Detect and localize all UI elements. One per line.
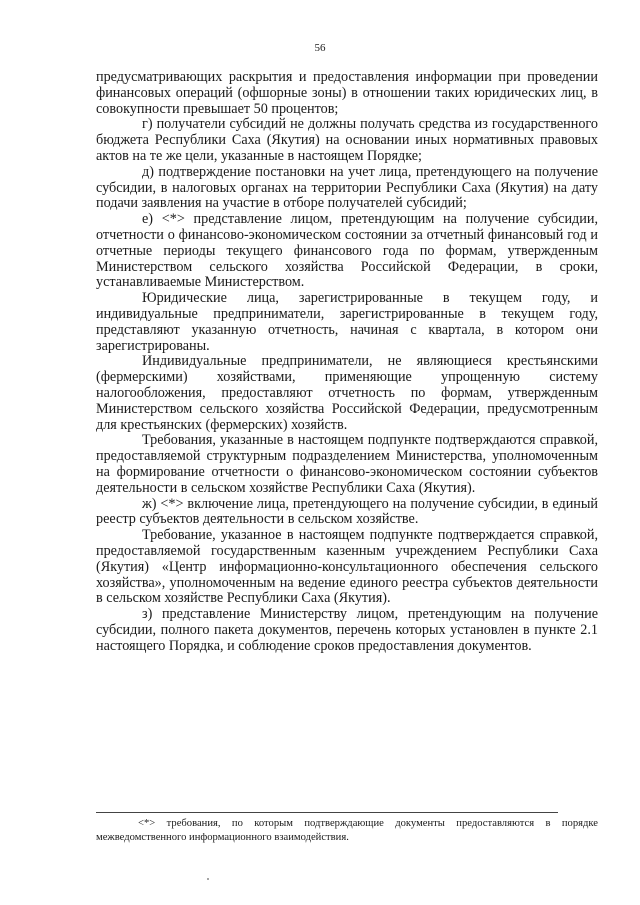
paragraph-item-z: з) представление Министерству лицом, претендующим на получение субсидии, полного пакета документов, перечень которых установлен в пункте 2.1 настоящего Порядка, и соблюдение сроков предоставления документов. <box>96 606 598 654</box>
scan-speck <box>207 878 209 880</box>
paragraph-requirement-e: Требования, указанные в настоящем подпункте подтверждаются справкой, предоставляемой структурным подразделением Министерства, уполномоченным на формирование отчетности о финансово-экономическом состоянии субъектов деятельности в сельском хозяйстве Республики Саха (Якутия). <box>96 432 598 496</box>
paragraph-individual-entrepreneurs: Индивидуальные предприниматели, не являющиеся крестьянскими (фермерскими) хозяйствами, применяющие упрощенную систему налогообложения, предоставляют отчетность по формам, утвержденным Министерством сельского хозяйства Российской Федерации, предусмотренным для крестьянских (фермерских) хозяйств. <box>96 353 598 433</box>
footnote: <*> требования, по которым подтверждающие документы предоставляются в порядке межведомственного информационного взаимодействия. <box>96 818 598 843</box>
page-number: 56 <box>314 42 326 54</box>
paragraph-item-e: е) <*> представление лицом, претендующим на получение субсидии, отчетности о финансово-экономическом состоянии за отчетный финансовый год и отчетные периоды текущего финансового года по формам, утвержденным Министерством сельского хозяйства Российской Федерации, в сроки, устанавливаемые Министерством. <box>96 211 598 291</box>
paragraph-requirement-zh: Требование, указанное в настоящем подпункте подтверждается справкой, предоставляемой государственным казенным учреждением Республики Саха (Якутия) «Центр информационно-консультационного обеспечения сельского хозяйства», уполномоченным на ведение единого реестра субъектов деятельности в сельском хозяйстве Республики Саха (Якутия). <box>96 527 598 607</box>
paragraph-continuation: предусматривающих раскрытия и предоставления информации при проведении финансовых операций (офшорные зоны) в отношении таких юридических лиц, в совокупности превышает 50 процентов; <box>96 69 598 117</box>
paragraph-item-g: г) получатели субсидий не должны получать средства из государственного бюджета Республики Саха (Якутия) на основании иных нормативных правовых актов на те же цели, указанные в настоящем Порядке; <box>96 116 598 164</box>
paragraph-item-d: д) подтверждение постановки на учет лица, претендующего на получение субсидии, в налоговых органах на территории Республики Саха (Якутия) на дату подачи заявления на участие в отборе получателей субсидий; <box>96 163 598 212</box>
body-text <box>96 70 598 654</box>
paragraph-legal-entities: Юридические лица, зарегистрированные в текущем году, и индивидуальные предприниматели, зарегистрированные в текущем году, представляют указанную отчетность, начиная с квартала, в котором они зарегистрированы. <box>96 290 598 354</box>
footnote-divider <box>96 812 558 813</box>
paragraph-item-zh: ж) <*> включение лица, претендующего на получение субсидии, в единый реестр субъектов деятельности в сельском хозяйстве. <box>96 495 598 528</box>
